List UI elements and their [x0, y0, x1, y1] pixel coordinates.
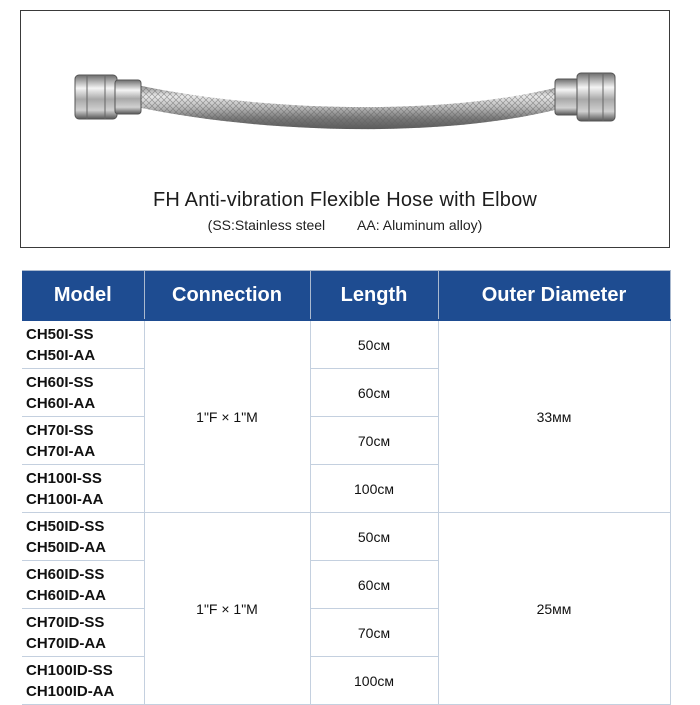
model-code: CH100ID-SS [26, 661, 113, 679]
model-code: CH70ID-SS [26, 613, 105, 631]
connection-cell: 1"F × 1"M [144, 513, 310, 705]
model-code: CH70ID-AA [26, 634, 107, 652]
model-code: CH50ID-AA [26, 538, 107, 556]
subtitle-aluminum-alloy: AA: Aluminum alloy) [357, 217, 483, 233]
header-connection: Connection [144, 271, 310, 321]
model-code: CH70I-AA [26, 442, 96, 460]
length-cell: 70см [310, 417, 438, 465]
length-cell: 60см [310, 561, 438, 609]
hose-image [59, 25, 631, 135]
model-cell [22, 369, 144, 417]
spec-table [22, 270, 671, 705]
model-cell [22, 320, 144, 369]
header-length: Length [310, 271, 438, 321]
length-cell: 70см [310, 609, 438, 657]
header-outer-diameter: Outer Diameter [438, 271, 670, 321]
length-cell: 100см [310, 657, 438, 705]
model-cell [22, 417, 144, 465]
table-row [22, 320, 670, 369]
length-cell: 50см [310, 513, 438, 561]
model-code: CH60ID-SS [26, 565, 105, 583]
model-cell [22, 609, 144, 657]
model-code: CH60I-SS [26, 373, 94, 391]
model-code: CH60ID-AA [26, 586, 107, 604]
length-cell: 50см [310, 320, 438, 369]
model-cell [22, 465, 144, 513]
connection-cell: 1"F × 1"M [144, 320, 310, 513]
model-code: CH50ID-SS [26, 517, 105, 535]
model-code: CH50I-SS [26, 325, 94, 343]
subtitle-stainless-steel: (SS:Stainless steel [207, 217, 326, 233]
outer-diameter-cell: 33мм [438, 320, 670, 513]
model-code: CH100ID-AA [26, 682, 115, 700]
model-code: CH100I-AA [26, 490, 104, 508]
model-code: CH70I-SS [26, 421, 94, 439]
header-model: Model [22, 271, 144, 321]
product-panel [20, 10, 670, 248]
model-code: CH60I-AA [26, 394, 96, 412]
model-cell [22, 561, 144, 609]
model-cell [22, 513, 144, 561]
outer-diameter-cell: 25мм [438, 513, 670, 705]
model-code: CH100I-SS [26, 469, 102, 487]
product-subtitle [21, 217, 669, 233]
model-code: CH50I-AA [26, 346, 96, 364]
table-header-row [22, 271, 670, 321]
table-row [22, 513, 670, 561]
length-cell: 100см [310, 465, 438, 513]
product-title: FH Anti-vibration Flexible Hose with Elbow [152, 189, 538, 211]
length-cell: 60см [310, 369, 438, 417]
model-cell [22, 657, 144, 705]
